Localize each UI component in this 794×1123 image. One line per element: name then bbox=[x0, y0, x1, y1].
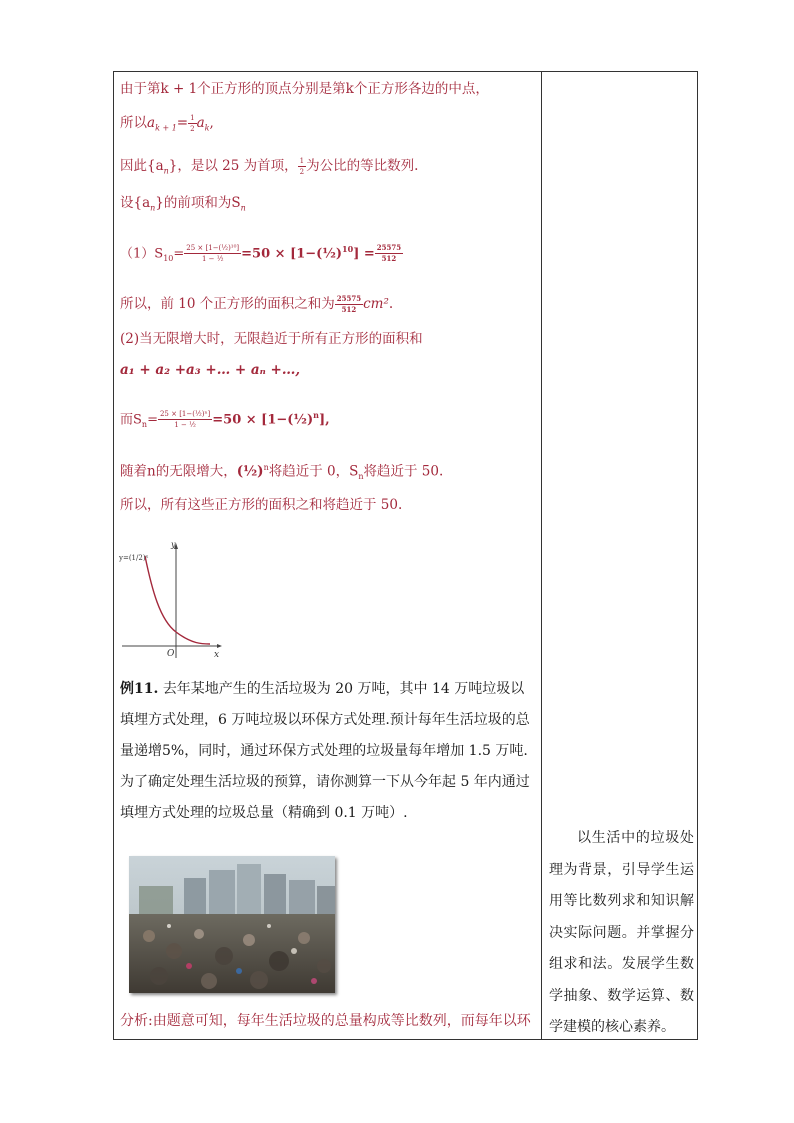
line-2: 所以$a_{k + 1}=$ $\frac{1}{2}$ $a_k$, bbox=[120, 114, 214, 133]
exponential-graph bbox=[118, 540, 230, 662]
fraction: $\frac{\text{25 × [1−(½)ⁿ]}}{\text{1 − ½}}$ bbox=[159, 410, 211, 430]
line-5: $(1)S_{10}=$ $\frac{\text{25 × [1−(½)¹⁰]}}{\text{1 − ½}}$ =50 × [1−(½)$^{10}$] = $\frac{25575}{512}$ bbox=[120, 243, 402, 264]
column-divider bbox=[541, 72, 542, 1039]
example-11: 例11. 去年某地产生的生活垃圾为 20 万吨，其中 14 万吨垃圾以填埋方式处理，6 万吨垃圾以环保方式处理.预计每年生活垃圾的总量递增5%，同时，通过环保方式处理的垃圾量每年增加 1.5 万吨.为了确定处理生活垃圾的预算，请你测算一下从今年起 5 年内通过填埋方式处理的垃圾总量（精确到 0.1 万吨）. bbox=[120, 681, 530, 821]
line-9: 而$S_n=$ $\frac{\text{25 × [1−(½)ⁿ]}}{\text{1 − ½}}$ =50 × [1−(½)$^n$], bbox=[120, 410, 330, 430]
fraction: $\frac{\text{25 × [1−(½)¹⁰]}}{\text{1 − ½}}$ bbox=[186, 244, 240, 264]
fraction: $\frac{1}{2}$ bbox=[299, 157, 305, 176]
line-4: 设$\{a_n\}$的前项和为$S_n$ bbox=[120, 195, 246, 213]
line-3: 因此$\{a_n\}$，是以 25 为首项， $\frac{1}{2}$ 为公比的等比数列. bbox=[120, 157, 419, 176]
line-11: 所以，所有这些正方形的面积之和将趋近于 50. bbox=[120, 497, 403, 513]
line-7: (2)当无限增大时，无限趋近于所有正方形的面积和 bbox=[120, 331, 423, 347]
lesson-table bbox=[113, 71, 698, 1040]
x-axis-label: x bbox=[214, 650, 220, 660]
line-8: a₁ + a₂ +a₃ +… + aₙ +…, bbox=[120, 362, 301, 378]
line-1: 由于第k + 1个正方形的顶点分别是第k个正方形各边的中点， bbox=[120, 81, 489, 97]
line-6: 所以，前 10 个正方形的面积之和为 $\frac{25575}{512}$ cm². bbox=[120, 294, 394, 314]
y-axis-label: y bbox=[171, 540, 176, 549]
analysis: 分析:由题意可知，每年生活垃圾的总量构成等比数列，而每年以环 bbox=[120, 1013, 531, 1029]
landfill-photo bbox=[129, 856, 335, 993]
fraction: $\frac{25575}{512}$ bbox=[336, 294, 362, 314]
origin-label: O bbox=[167, 649, 175, 659]
fraction: $\frac{1}{2}$ bbox=[190, 114, 195, 133]
line-10: 随着n的无限增大，(½)$^n$将趋近于 0，$S_n$将趋近于 50. bbox=[120, 463, 444, 482]
fraction: $\frac{25575}{512}$ bbox=[376, 243, 402, 264]
curve-label: y=(1/2)ˣ bbox=[119, 554, 149, 562]
landfill-image bbox=[129, 856, 335, 993]
side-note: 以生活中的垃圾处理为背景，引导学生运用等比数列求和知识解决实际问题。并掌握分组求和法。发展学生数学抽象、数学运算、数学建模的核心素养。 bbox=[549, 830, 694, 1035]
